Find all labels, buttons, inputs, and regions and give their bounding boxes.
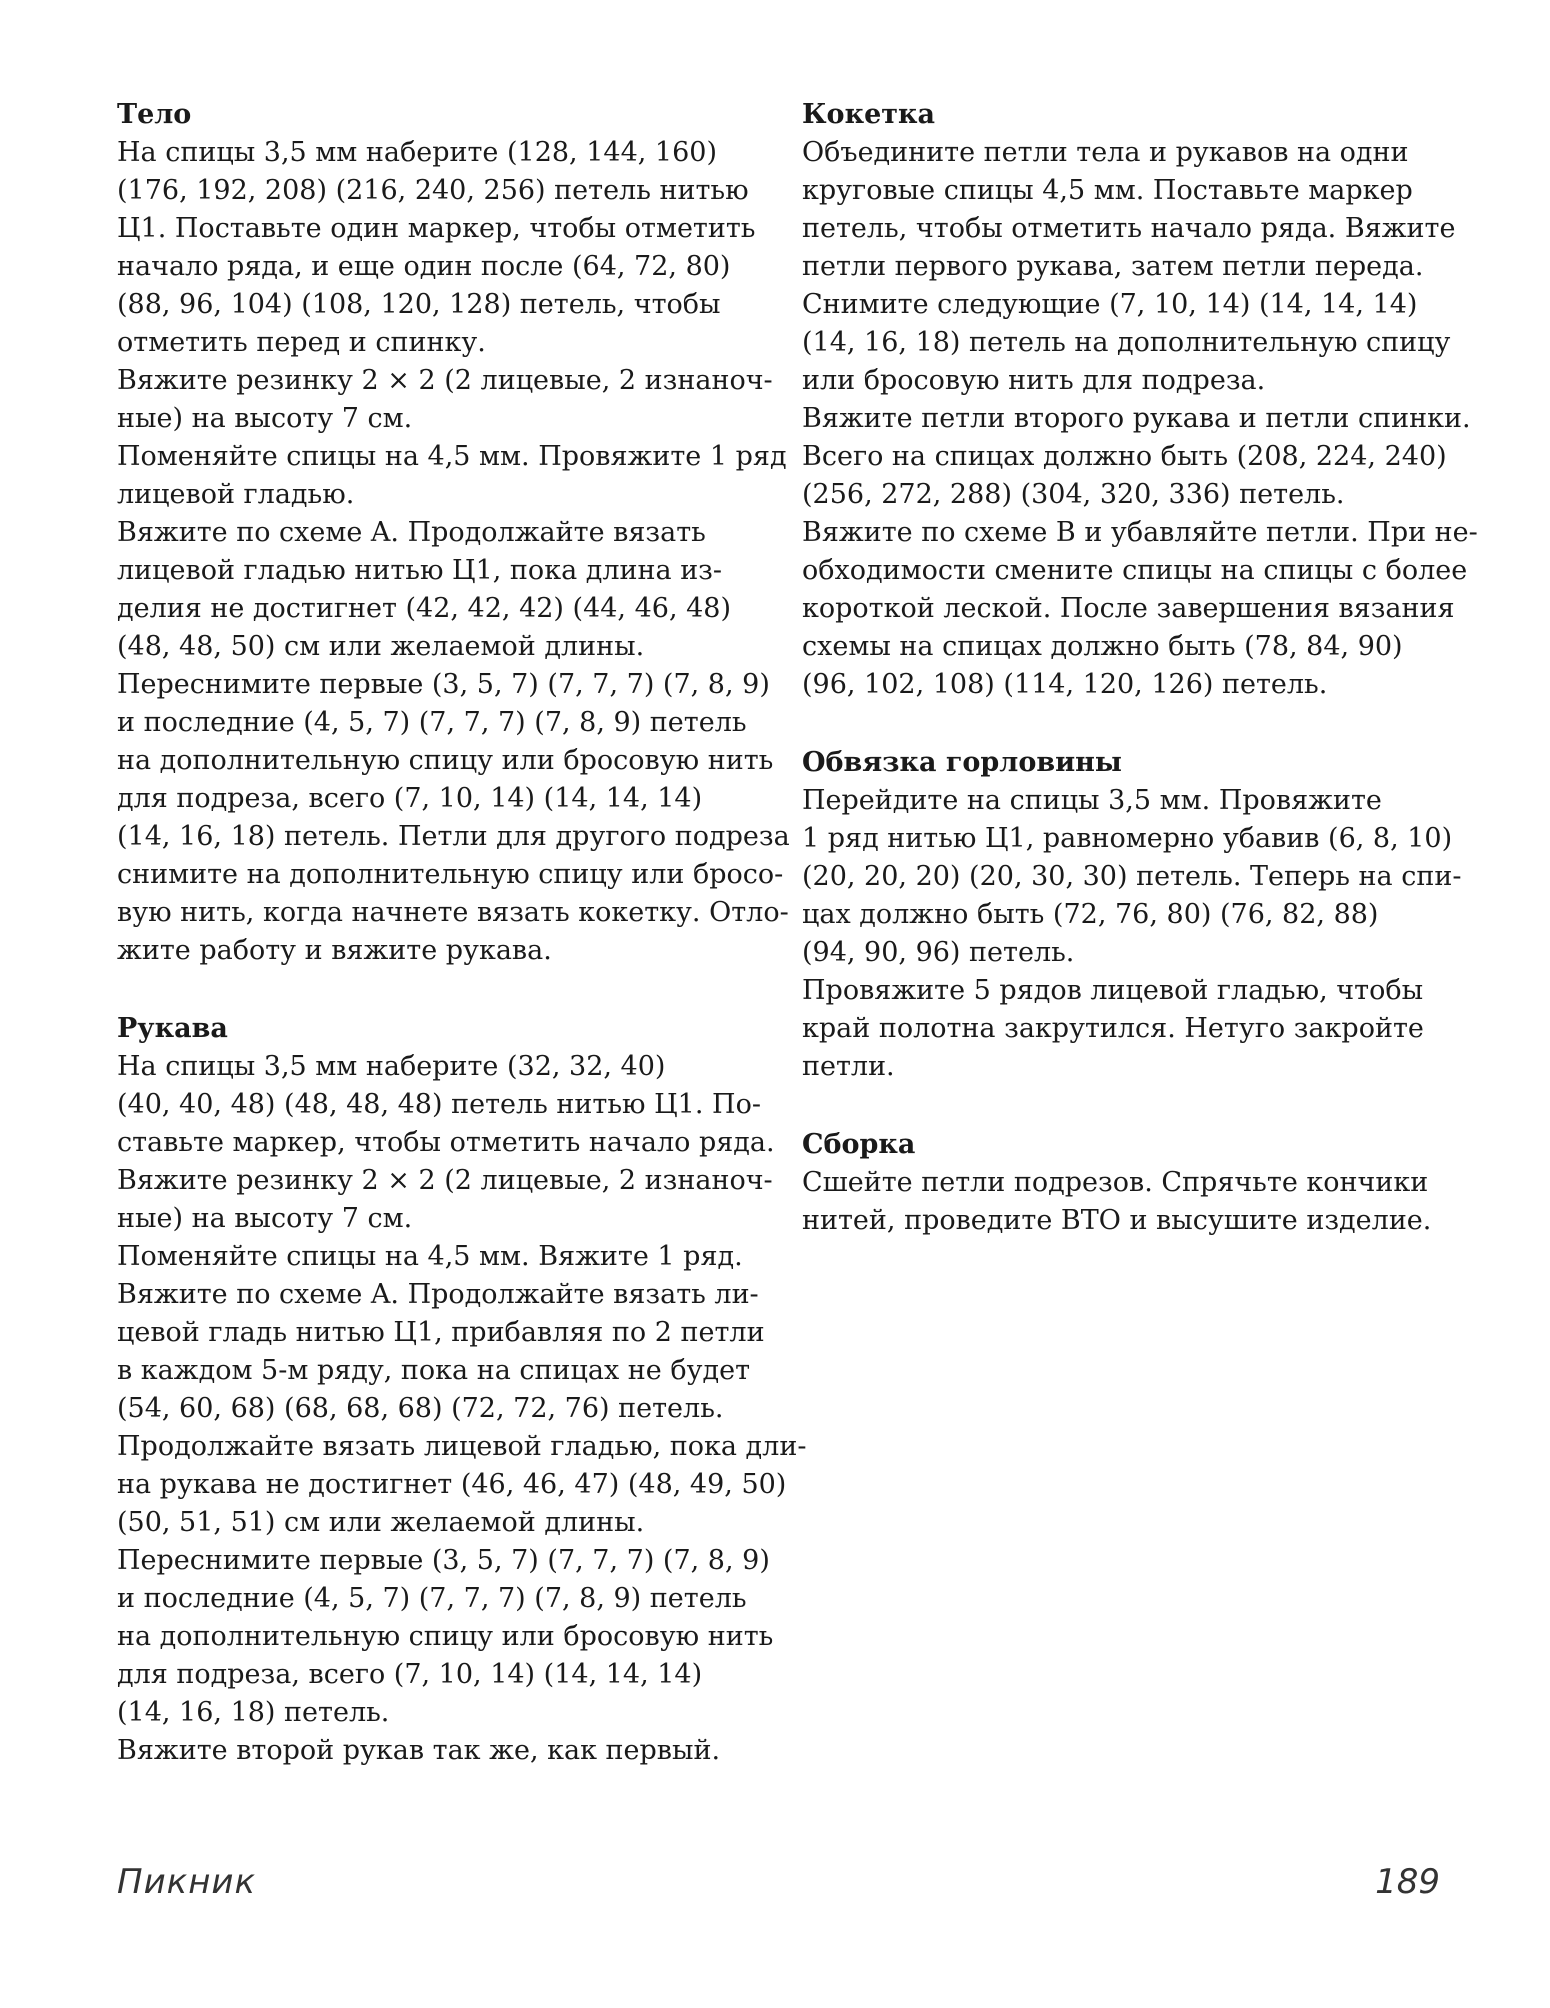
text-line: (14, 16, 18) петель на дополнительную спицу <box>802 327 1451 358</box>
text-line: (96, 102, 108) (114, 120, 126) петель. <box>802 669 1328 700</box>
section-sborka <box>802 1126 1442 1240</box>
text-line: петли первого рукава, затем петли переда. <box>802 251 1424 282</box>
text-line: Поменяйте спицы на 4,5 мм. Вяжите 1 ряд. <box>117 1241 743 1272</box>
text-line: На спицы 3,5 мм наберите (32, 32, 40) <box>117 1051 666 1082</box>
text-line: в каждом 5-м ряду, пока на спицах не будет <box>117 1355 751 1386</box>
section-rukava <box>117 1010 807 1770</box>
text-line: на дополнительную спицу или бросовую нить <box>117 745 774 776</box>
text-line: (50, 51, 51) см или желаемой длины. <box>117 1507 645 1538</box>
text-line: Всего на спицах должно быть (208, 224, 240) <box>802 441 1447 472</box>
text-line: (14, 16, 18) петель. Петли для другого подреза <box>117 821 790 852</box>
text-line: Продолжайте вязать лицевой гладью, пока дли- <box>117 1431 807 1462</box>
text-line: Объедините петли тела и рукавов на одни <box>802 137 1409 168</box>
text-line: (14, 16, 18) петель. <box>117 1697 390 1728</box>
section-title: Рукава <box>117 1013 228 1044</box>
text-line: круговые спицы 4,5 мм. Поставьте маркер <box>802 175 1413 206</box>
text-line: петель, чтобы отметить начало ряда. Вяжите <box>802 213 1456 244</box>
text-line: Сшейте петли подрезов. Спрячьте кончики <box>802 1167 1429 1198</box>
text-line: лицевой гладью нитью Ц1, пока длина из- <box>117 555 723 586</box>
text-line: Ц1. Поставьте один маркер, чтобы отметить <box>117 213 756 244</box>
section-body <box>802 134 1478 704</box>
text-line: Вяжите резинку 2 × 2 (2 лицевые, 2 изнаноч- <box>117 365 773 396</box>
text-line: короткой леской. После завершения вязания <box>802 593 1455 624</box>
text-line: (176, 192, 208) (216, 240, 256) петель нитью <box>117 175 749 206</box>
page-number: 189 <box>1375 1862 1440 1902</box>
text-line: 1 ряд нитью Ц1, равномерно убавив (6, 8, 10) <box>802 823 1453 854</box>
text-line: Вяжите второй рукав так же, как первый. <box>117 1735 721 1766</box>
text-line: цах должно быть (72, 76, 80) (76, 82, 88) <box>802 899 1379 930</box>
text-line: край полотна закрутился. Нетуго закройте <box>802 1013 1424 1044</box>
text-line: цевой гладь нитью Ц1, прибавляя по 2 петли <box>117 1317 765 1348</box>
text-line: вую нить, когда начнете вязать кокетку. Отло- <box>117 897 789 928</box>
text-line: Вяжите по схеме A. Продолжайте вязать <box>117 517 706 548</box>
text-line: (54, 60, 68) (68, 68, 68) (72, 72, 76) петель. <box>117 1393 724 1424</box>
text-line: нитей, проведите ВТО и высушите изделие. <box>802 1205 1432 1236</box>
text-line: лицевой гладью. <box>117 479 355 510</box>
text-line: На спицы 3,5 мм наберите (128, 144, 160) <box>117 137 717 168</box>
text-line: (256, 272, 288) (304, 320, 336) петель. <box>802 479 1345 510</box>
text-line: Вяжите по схеме B и убавляйте петли. При не- <box>802 517 1478 548</box>
text-line: (88, 96, 104) (108, 120, 128) петель, чтобы <box>117 289 721 320</box>
text-line: Вяжите по схеме A. Продолжайте вязать ли- <box>117 1279 759 1310</box>
text-line: жите работу и вяжите рукава. <box>117 935 552 966</box>
text-line: Вяжите резинку 2 × 2 (2 лицевые, 2 изнаноч- <box>117 1165 773 1196</box>
text-line: для подреза, всего (7, 10, 14) (14, 14, 14) <box>117 1659 703 1690</box>
text-line: снимите на дополнительную спицу или бросо- <box>117 859 784 890</box>
text-line: для подреза, всего (7, 10, 14) (14, 14, 14) <box>117 783 703 814</box>
text-line: обходимости смените спицы на спицы с более <box>802 555 1468 586</box>
section-obvyazka <box>802 744 1462 1086</box>
text-line: Вяжите петли второго рукава и петли спинки. <box>802 403 1471 434</box>
section-body <box>802 1164 1442 1240</box>
text-line: схемы на спицах должно быть (78, 84, 90) <box>802 631 1403 662</box>
section-body <box>117 134 790 970</box>
text-line: (48, 48, 50) см или желаемой длины. <box>117 631 645 662</box>
text-line: ставьте маркер, чтобы отметить начало ряда. <box>117 1127 775 1158</box>
text-line: Переснимите первые (3, 5, 7) (7, 7, 7) (7, 8, 9) <box>117 669 770 700</box>
text-line: ные) на высоту 7 см. <box>117 403 413 434</box>
text-line: Поменяйте спицы на 4,5 мм. Провяжите 1 ряд <box>117 441 787 472</box>
text-line: и последние (4, 5, 7) (7, 7, 7) (7, 8, 9) петель <box>117 707 747 738</box>
section-koketka <box>802 96 1478 704</box>
section-telo <box>117 96 790 970</box>
section-title: Обвязка горловины <box>802 747 1122 778</box>
text-line: или бросовую нить для подреза. <box>802 365 1266 396</box>
left-column <box>117 96 807 1810</box>
text-line: делия не достигнет (42, 42, 42) (44, 46, 48) <box>117 593 732 624</box>
section-title: Тело <box>117 99 192 130</box>
right-column <box>802 96 1478 1280</box>
section-title: Кокетка <box>802 99 935 130</box>
text-line: Переснимите первые (3, 5, 7) (7, 7, 7) (7, 8, 9) <box>117 1545 770 1576</box>
section-body <box>802 782 1462 1086</box>
text-line: начало ряда, и еще один после (64, 72, 80) <box>117 251 731 282</box>
section-title: Сборка <box>802 1129 916 1160</box>
text-line: ные) на высоту 7 см. <box>117 1203 413 1234</box>
book-title: Пикник <box>117 1862 257 1902</box>
text-line: петли. <box>802 1051 895 1082</box>
text-line: (20, 20, 20) (20, 30, 30) петель. Теперь на спи- <box>802 861 1462 892</box>
text-line: Перейдите на спицы 3,5 мм. Провяжите <box>802 785 1382 816</box>
text-line: Провяжите 5 рядов лицевой гладью, чтобы <box>802 975 1424 1006</box>
text-line: отметить перед и спинку. <box>117 327 486 358</box>
text-line: на дополнительную спицу или бросовую нить <box>117 1621 774 1652</box>
text-line: и последние (4, 5, 7) (7, 7, 7) (7, 8, 9) петель <box>117 1583 747 1614</box>
text-line: (94, 90, 96) петель. <box>802 937 1075 968</box>
section-body <box>117 1048 807 1770</box>
text-line: Снимите следующие (7, 10, 14) (14, 14, 14) <box>802 289 1418 320</box>
text-line: (40, 40, 48) (48, 48, 48) петель нитью Ц1. По- <box>117 1089 761 1120</box>
text-line: на рукава не достигнет (46, 46, 47) (48, 49, 50) <box>117 1469 787 1500</box>
